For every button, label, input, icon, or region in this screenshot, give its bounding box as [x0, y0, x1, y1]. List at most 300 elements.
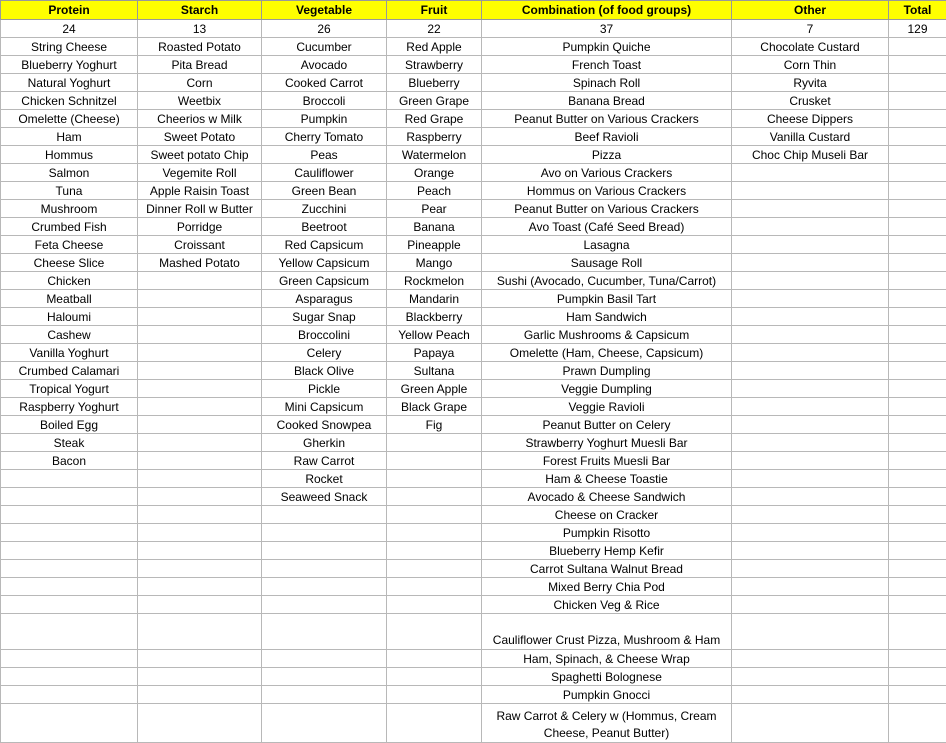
cell-total[interactable]: [889, 380, 946, 398]
cell-combination[interactable]: Cauliflower Crust Pizza, Mushroom & Ham: [482, 614, 732, 650]
cell-combination[interactable]: French Toast: [482, 56, 732, 74]
cell-total[interactable]: [889, 110, 946, 128]
cell-vegetable[interactable]: Sugar Snap: [262, 308, 387, 326]
cell-protein[interactable]: Cheese Slice: [1, 254, 138, 272]
cell-protein[interactable]: [1, 542, 138, 560]
table-row: [1, 650, 946, 668]
cell-total[interactable]: [889, 470, 946, 488]
cell-starch[interactable]: [138, 686, 262, 704]
cell-combination[interactable]: Raw Carrot & Celery w (Hommus, Cream Cheese, Peanut Butter): [482, 704, 732, 743]
cell-vegetable[interactable]: Zucchini: [262, 200, 387, 218]
cell-fruit[interactable]: [387, 704, 482, 743]
cell-fruit[interactable]: [387, 488, 482, 506]
cell-combination[interactable]: Strawberry Yoghurt Muesli Bar: [482, 434, 732, 452]
cell-protein[interactable]: Ham: [1, 128, 138, 146]
cell-protein[interactable]: Natural Yoghurt: [1, 74, 138, 92]
cell-combination[interactable]: Prawn Dumpling: [482, 362, 732, 380]
table-row: [1, 218, 946, 236]
cell-total[interactable]: [889, 182, 946, 200]
cell-total[interactable]: [889, 596, 946, 614]
cell-other[interactable]: [732, 704, 889, 743]
cell-protein[interactable]: [1, 686, 138, 704]
cell-other[interactable]: [732, 686, 889, 704]
cell-starch[interactable]: [138, 560, 262, 578]
cell-vegetable[interactable]: Green Capsicum: [262, 272, 387, 290]
cell-combination[interactable]: Chicken Veg & Rice: [482, 596, 732, 614]
cell-fruit[interactable]: Papaya: [387, 344, 482, 362]
cell-fruit[interactable]: Blueberry: [387, 74, 482, 92]
count-vegetable[interactable]: 26: [262, 20, 387, 38]
cell-protein[interactable]: Crumbed Fish: [1, 218, 138, 236]
cell-fruit[interactable]: Pear: [387, 200, 482, 218]
cell-other[interactable]: Cheese Dippers: [732, 110, 889, 128]
cell-combination[interactable]: Pumpkin Risotto: [482, 524, 732, 542]
cell-other[interactable]: [732, 254, 889, 272]
cell-starch[interactable]: [138, 362, 262, 380]
table-row: [1, 56, 946, 74]
cell-starch[interactable]: Dinner Roll w Butter: [138, 200, 262, 218]
cell-combination[interactable]: Avo Toast (Café Seed Bread): [482, 218, 732, 236]
cell-starch[interactable]: [138, 506, 262, 524]
table-row: [1, 362, 946, 380]
cell-other[interactable]: Ryvita: [732, 74, 889, 92]
header-total[interactable]: Total: [889, 1, 946, 20]
table-row: [1, 488, 946, 506]
cell-fruit[interactable]: [387, 686, 482, 704]
cell-starch[interactable]: Apple Raisin Toast: [138, 182, 262, 200]
cell-fruit[interactable]: Pineapple: [387, 236, 482, 254]
cell-vegetable[interactable]: [262, 506, 387, 524]
cell-other[interactable]: [732, 668, 889, 686]
cell-other[interactable]: [732, 182, 889, 200]
cell-vegetable[interactable]: Peas: [262, 146, 387, 164]
cell-fruit[interactable]: Green Grape: [387, 92, 482, 110]
cell-fruit[interactable]: Strawberry: [387, 56, 482, 74]
cell-starch[interactable]: [138, 470, 262, 488]
header-combination[interactable]: Combination (of food groups): [482, 1, 732, 20]
table-row: [1, 578, 946, 596]
table-row: [1, 344, 946, 362]
count-other[interactable]: 7: [732, 20, 889, 38]
cell-combination[interactable]: Ham Sandwich: [482, 308, 732, 326]
cell-vegetable[interactable]: Seaweed Snack: [262, 488, 387, 506]
cell-protein[interactable]: Omelette (Cheese): [1, 110, 138, 128]
cell-vegetable[interactable]: [262, 578, 387, 596]
cell-vegetable[interactable]: [262, 686, 387, 704]
cell-vegetable[interactable]: Raw Carrot: [262, 452, 387, 470]
cell-protein[interactable]: Blueberry Yoghurt: [1, 56, 138, 74]
cell-fruit[interactable]: Orange: [387, 164, 482, 182]
cell-vegetable[interactable]: Red Capsicum: [262, 236, 387, 254]
cell-protein[interactable]: [1, 488, 138, 506]
cell-combination[interactable]: Lasagna: [482, 236, 732, 254]
cell-fruit[interactable]: [387, 668, 482, 686]
header-protein[interactable]: Protein: [1, 1, 138, 20]
cell-protein[interactable]: Mushroom: [1, 200, 138, 218]
cell-fruit[interactable]: [387, 506, 482, 524]
cell-protein[interactable]: [1, 470, 138, 488]
cell-fruit[interactable]: [387, 560, 482, 578]
cell-other[interactable]: [732, 470, 889, 488]
cell-fruit[interactable]: Mandarin: [387, 290, 482, 308]
cell-protein[interactable]: Raspberry Yoghurt: [1, 398, 138, 416]
cell-fruit[interactable]: Yellow Peach: [387, 326, 482, 344]
cell-combination[interactable]: Pizza: [482, 146, 732, 164]
cell-total[interactable]: [889, 578, 946, 596]
cell-vegetable[interactable]: Broccolini: [262, 326, 387, 344]
cell-combination[interactable]: Carrot Sultana Walnut Bread: [482, 560, 732, 578]
cell-other[interactable]: [732, 398, 889, 416]
cell-total[interactable]: [889, 650, 946, 668]
cell-protein[interactable]: Chicken: [1, 272, 138, 290]
cell-other[interactable]: [732, 380, 889, 398]
cell-total[interactable]: [889, 614, 946, 650]
table-row: [1, 470, 946, 488]
cell-vegetable[interactable]: [262, 668, 387, 686]
cell-combination[interactable]: Banana Bread: [482, 92, 732, 110]
cell-total[interactable]: [889, 326, 946, 344]
cell-fruit[interactable]: [387, 524, 482, 542]
cell-vegetable[interactable]: Green Bean: [262, 182, 387, 200]
cell-combination[interactable]: Blueberry Hemp Kefir: [482, 542, 732, 560]
cell-fruit[interactable]: [387, 650, 482, 668]
cell-starch[interactable]: [138, 272, 262, 290]
cell-other[interactable]: [732, 164, 889, 182]
cell-combination[interactable]: Hommus on Various Crackers: [482, 182, 732, 200]
cell-total[interactable]: [889, 290, 946, 308]
cell-total[interactable]: [889, 542, 946, 560]
cell-combination[interactable]: Peanut Butter on Celery: [482, 416, 732, 434]
cell-total[interactable]: [889, 164, 946, 182]
cell-combination[interactable]: Avocado & Cheese Sandwich: [482, 488, 732, 506]
cell-total[interactable]: [889, 92, 946, 110]
cell-protein[interactable]: Tuna: [1, 182, 138, 200]
cell-fruit[interactable]: Blackberry: [387, 308, 482, 326]
cell-fruit[interactable]: Red Apple: [387, 38, 482, 56]
cell-vegetable[interactable]: Mini Capsicum: [262, 398, 387, 416]
cell-vegetable[interactable]: Avocado: [262, 56, 387, 74]
cell-combination[interactable]: Ham & Cheese Toastie: [482, 470, 732, 488]
table-row: [1, 686, 946, 704]
cell-fruit[interactable]: Banana: [387, 218, 482, 236]
cell-protein[interactable]: [1, 668, 138, 686]
cell-starch[interactable]: [138, 398, 262, 416]
cell-vegetable[interactable]: Gherkin: [262, 434, 387, 452]
table-row: [1, 110, 946, 128]
cell-starch[interactable]: [138, 344, 262, 362]
cell-protein[interactable]: [1, 578, 138, 596]
table-row: [1, 272, 946, 290]
table-row: [1, 74, 946, 92]
cell-combination[interactable]: Sausage Roll: [482, 254, 732, 272]
cell-total[interactable]: [889, 452, 946, 470]
cell-combination[interactable]: Garlic Mushrooms & Capsicum: [482, 326, 732, 344]
cell-vegetable[interactable]: [262, 650, 387, 668]
cell-other[interactable]: [732, 200, 889, 218]
cell-starch[interactable]: [138, 704, 262, 743]
cell-total[interactable]: [889, 362, 946, 380]
header-other[interactable]: Other: [732, 1, 889, 20]
cell-combination[interactable]: Spaghetti Bolognese: [482, 668, 732, 686]
cell-starch[interactable]: [138, 578, 262, 596]
cell-protein[interactable]: [1, 560, 138, 578]
cell-combination[interactable]: Veggie Dumpling: [482, 380, 732, 398]
cell-other[interactable]: [732, 344, 889, 362]
cell-fruit[interactable]: Raspberry: [387, 128, 482, 146]
cell-protein[interactable]: [1, 596, 138, 614]
header-row: [1, 1, 946, 20]
cell-combination[interactable]: Mixed Berry Chia Pod: [482, 578, 732, 596]
cell-other[interactable]: [732, 326, 889, 344]
cell-fruit[interactable]: [387, 452, 482, 470]
cell-other[interactable]: Crusket: [732, 92, 889, 110]
header-fruit[interactable]: Fruit: [387, 1, 482, 20]
cell-total[interactable]: [889, 254, 946, 272]
cell-vegetable[interactable]: Celery: [262, 344, 387, 362]
cell-total[interactable]: [889, 686, 946, 704]
cell-fruit[interactable]: Sultana: [387, 362, 482, 380]
cell-total[interactable]: [889, 524, 946, 542]
cell-combination[interactable]: Forest Fruits Muesli Bar: [482, 452, 732, 470]
cell-combination[interactable]: Cheese on Cracker: [482, 506, 732, 524]
cell-protein[interactable]: Cashew: [1, 326, 138, 344]
cell-other[interactable]: [732, 362, 889, 380]
cell-protein[interactable]: Crumbed Calamari: [1, 362, 138, 380]
cell-total[interactable]: [889, 146, 946, 164]
count-total[interactable]: 129: [889, 20, 946, 38]
cell-total[interactable]: [889, 74, 946, 92]
cell-total[interactable]: [889, 38, 946, 56]
cell-protein[interactable]: Meatball: [1, 290, 138, 308]
cell-vegetable[interactable]: Black Olive: [262, 362, 387, 380]
cell-starch[interactable]: [138, 416, 262, 434]
cell-other[interactable]: [732, 560, 889, 578]
cell-starch[interactable]: Weetbix: [138, 92, 262, 110]
cell-protein[interactable]: String Cheese: [1, 38, 138, 56]
cell-vegetable[interactable]: Rocket: [262, 470, 387, 488]
food-rows: [1, 38, 946, 743]
cell-starch[interactable]: Mashed Potato: [138, 254, 262, 272]
table-row: [1, 200, 946, 218]
cell-other[interactable]: [732, 578, 889, 596]
cell-fruit[interactable]: Watermelon: [387, 146, 482, 164]
cell-vegetable[interactable]: Yellow Capsicum: [262, 254, 387, 272]
cell-total[interactable]: [889, 560, 946, 578]
count-fruit[interactable]: 22: [387, 20, 482, 38]
cell-total[interactable]: [889, 200, 946, 218]
cell-total[interactable]: [889, 218, 946, 236]
cell-fruit[interactable]: Mango: [387, 254, 482, 272]
cell-other[interactable]: [732, 452, 889, 470]
cell-other[interactable]: [732, 272, 889, 290]
table-row: [1, 236, 946, 254]
cell-vegetable[interactable]: [262, 596, 387, 614]
cell-total[interactable]: [889, 398, 946, 416]
cell-other[interactable]: Vanilla Custard: [732, 128, 889, 146]
cell-combination[interactable]: Pumpkin Quiche: [482, 38, 732, 56]
cell-fruit[interactable]: Black Grape: [387, 398, 482, 416]
cell-starch[interactable]: Vegemite Roll: [138, 164, 262, 182]
cell-starch[interactable]: [138, 434, 262, 452]
cell-starch[interactable]: [138, 308, 262, 326]
cell-starch[interactable]: [138, 650, 262, 668]
cell-other[interactable]: [732, 524, 889, 542]
cell-protein[interactable]: Bacon: [1, 452, 138, 470]
cell-protein[interactable]: [1, 704, 138, 743]
cell-other[interactable]: [732, 218, 889, 236]
cell-protein[interactable]: Feta Cheese: [1, 236, 138, 254]
cell-starch[interactable]: [138, 596, 262, 614]
cell-starch[interactable]: Corn: [138, 74, 262, 92]
cell-combination[interactable]: Avo on Various Crackers: [482, 164, 732, 182]
cell-starch[interactable]: Sweet potato Chip: [138, 146, 262, 164]
cell-combination[interactable]: Sushi (Avocado, Cucumber, Tuna/Carrot): [482, 272, 732, 290]
cell-protein[interactable]: [1, 506, 138, 524]
cell-fruit[interactable]: [387, 614, 482, 650]
cell-starch[interactable]: [138, 542, 262, 560]
cell-total[interactable]: [889, 56, 946, 74]
cell-other[interactable]: Choc Chip Museli Bar: [732, 146, 889, 164]
cell-starch[interactable]: [138, 452, 262, 470]
cell-vegetable[interactable]: [262, 560, 387, 578]
cell-combination[interactable]: Peanut Butter on Various Crackers: [482, 110, 732, 128]
cell-total[interactable]: [889, 416, 946, 434]
cell-vegetable[interactable]: Cooked Snowpea: [262, 416, 387, 434]
cell-other[interactable]: [732, 488, 889, 506]
cell-total[interactable]: [889, 434, 946, 452]
cell-vegetable[interactable]: [262, 614, 387, 650]
cell-starch[interactable]: [138, 668, 262, 686]
cell-protein[interactable]: [1, 614, 138, 650]
cell-total[interactable]: [889, 344, 946, 362]
cell-starch[interactable]: [138, 614, 262, 650]
cell-starch[interactable]: [138, 290, 262, 308]
cell-fruit[interactable]: [387, 542, 482, 560]
cell-vegetable[interactable]: Cherry Tomato: [262, 128, 387, 146]
cell-total[interactable]: [889, 128, 946, 146]
cell-combination[interactable]: Peanut Butter on Various Crackers: [482, 200, 732, 218]
table-row: [1, 542, 946, 560]
header-starch[interactable]: Starch: [138, 1, 262, 20]
cell-vegetable[interactable]: Broccoli: [262, 92, 387, 110]
cell-vegetable[interactable]: Pumpkin: [262, 110, 387, 128]
count-starch[interactable]: 13: [138, 20, 262, 38]
cell-other[interactable]: [732, 308, 889, 326]
cell-other[interactable]: [732, 650, 889, 668]
cell-other[interactable]: [732, 596, 889, 614]
cell-other[interactable]: [732, 542, 889, 560]
cell-vegetable[interactable]: [262, 704, 387, 743]
cell-starch[interactable]: Pita Bread: [138, 56, 262, 74]
cell-protein[interactable]: Vanilla Yoghurt: [1, 344, 138, 362]
cell-other[interactable]: [732, 416, 889, 434]
count-combination[interactable]: 37: [482, 20, 732, 38]
cell-combination[interactable]: Ham, Spinach, & Cheese Wrap: [482, 650, 732, 668]
cell-fruit[interactable]: [387, 578, 482, 596]
cell-protein[interactable]: [1, 650, 138, 668]
header-vegetable[interactable]: Vegetable: [262, 1, 387, 20]
cell-other[interactable]: [732, 434, 889, 452]
cell-starch[interactable]: Croissant: [138, 236, 262, 254]
cell-other[interactable]: [732, 614, 889, 650]
cell-vegetable[interactable]: Cucumber: [262, 38, 387, 56]
cell-other[interactable]: Chocolate Custard: [732, 38, 889, 56]
cell-total[interactable]: [889, 236, 946, 254]
cell-starch[interactable]: Sweet Potato: [138, 128, 262, 146]
table-row: [1, 290, 946, 308]
cell-protein[interactable]: Chicken Schnitzel: [1, 92, 138, 110]
cell-vegetable[interactable]: Pickle: [262, 380, 387, 398]
cell-total[interactable]: [889, 272, 946, 290]
cell-vegetable[interactable]: Asparagus: [262, 290, 387, 308]
count-protein[interactable]: 24: [1, 20, 138, 38]
cell-combination[interactable]: Veggie Ravioli: [482, 398, 732, 416]
cell-fruit[interactable]: Red Grape: [387, 110, 482, 128]
count-row: [1, 20, 946, 38]
table-row: [1, 308, 946, 326]
cell-other[interactable]: [732, 506, 889, 524]
cell-total[interactable]: [889, 668, 946, 686]
cell-vegetable[interactable]: Cauliflower: [262, 164, 387, 182]
cell-fruit[interactable]: [387, 596, 482, 614]
cell-fruit[interactable]: [387, 434, 482, 452]
cell-fruit[interactable]: Fig: [387, 416, 482, 434]
cell-other[interactable]: [732, 236, 889, 254]
table-row: [1, 182, 946, 200]
table-row: [1, 560, 946, 578]
table-row: [1, 326, 946, 344]
cell-combination[interactable]: Pumpkin Basil Tart: [482, 290, 732, 308]
cell-starch[interactable]: Porridge: [138, 218, 262, 236]
table-row: [1, 380, 946, 398]
cell-vegetable[interactable]: [262, 524, 387, 542]
cell-combination[interactable]: Beef Ravioli: [482, 128, 732, 146]
cell-other[interactable]: Corn Thin: [732, 56, 889, 74]
cell-fruit[interactable]: [387, 470, 482, 488]
cell-protein[interactable]: Tropical Yogurt: [1, 380, 138, 398]
cell-starch[interactable]: [138, 524, 262, 542]
cell-total[interactable]: [889, 488, 946, 506]
cell-combination[interactable]: Omelette (Ham, Cheese, Capsicum): [482, 344, 732, 362]
cell-combination[interactable]: Pumpkin Gnocci: [482, 686, 732, 704]
cell-starch[interactable]: Roasted Potato: [138, 38, 262, 56]
cell-combination[interactable]: Spinach Roll: [482, 74, 732, 92]
cell-protein[interactable]: Haloumi: [1, 308, 138, 326]
table-row: [1, 668, 946, 686]
cell-protein[interactable]: Boiled Egg: [1, 416, 138, 434]
cell-starch[interactable]: [138, 326, 262, 344]
cell-vegetable[interactable]: Cooked Carrot: [262, 74, 387, 92]
cell-starch[interactable]: [138, 488, 262, 506]
cell-protein[interactable]: Hommus: [1, 146, 138, 164]
cell-protein[interactable]: Steak: [1, 434, 138, 452]
cell-fruit[interactable]: Rockmelon: [387, 272, 482, 290]
cell-total[interactable]: [889, 308, 946, 326]
cell-fruit[interactable]: Green Apple: [387, 380, 482, 398]
cell-fruit[interactable]: Peach: [387, 182, 482, 200]
cell-total[interactable]: [889, 506, 946, 524]
cell-protein[interactable]: [1, 524, 138, 542]
cell-protein[interactable]: Salmon: [1, 164, 138, 182]
cell-starch[interactable]: [138, 380, 262, 398]
cell-vegetable[interactable]: [262, 542, 387, 560]
table-row: [1, 416, 946, 434]
table-row: [1, 164, 946, 182]
cell-vegetable[interactable]: Beetroot: [262, 218, 387, 236]
cell-other[interactable]: [732, 290, 889, 308]
cell-starch[interactable]: Cheerios w Milk: [138, 110, 262, 128]
cell-total[interactable]: [889, 704, 946, 743]
